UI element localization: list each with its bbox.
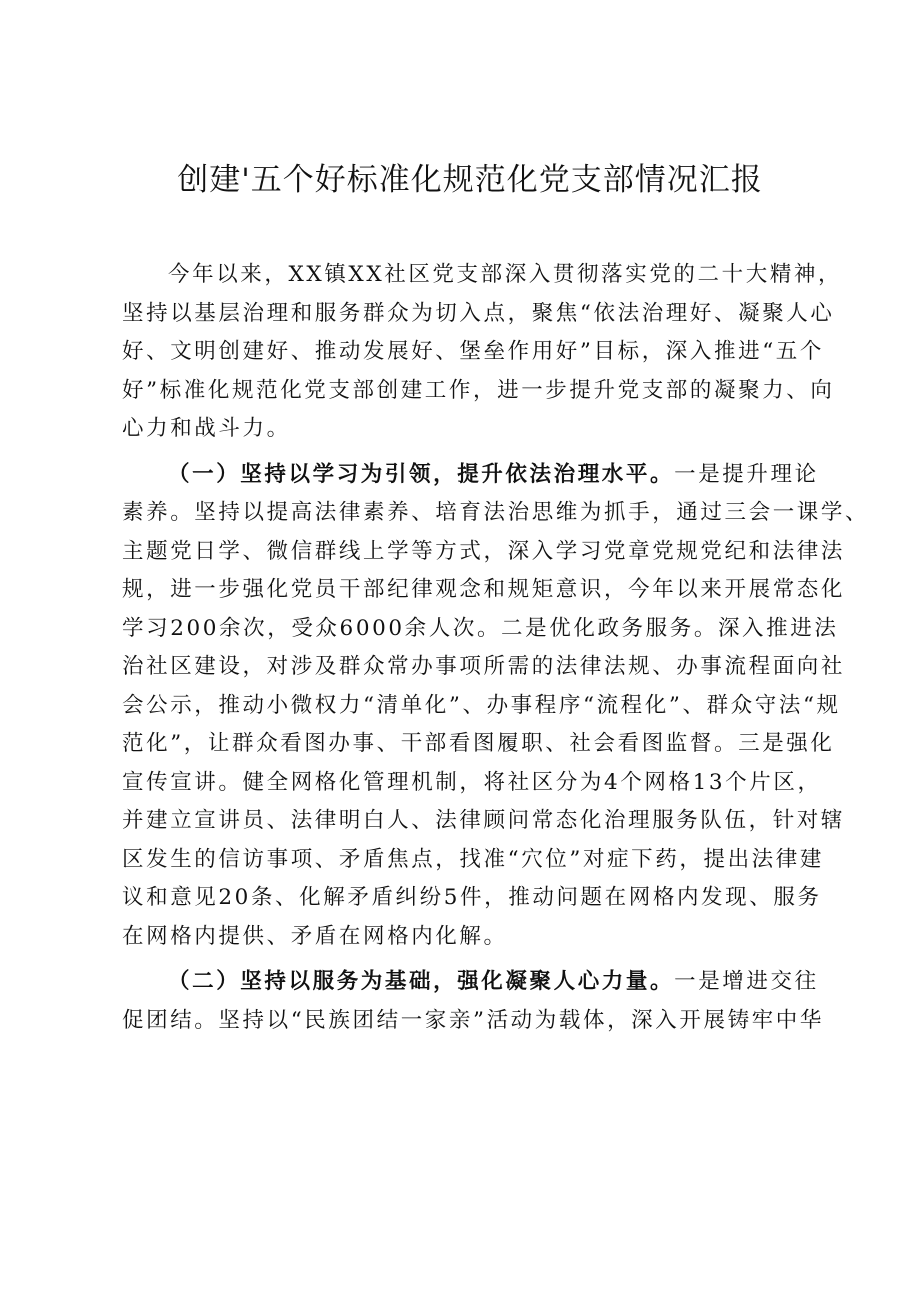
section1-line-2: 素养。坚持以提高法律素养、培育法治思维为抓手，通过三会一课学、 <box>122 500 870 525</box>
section1-line-13: 在网格内提供、矛盾在网格内化解。 <box>122 923 508 949</box>
intro-line-3: 好、文明创建好、推动发展好、堡垒作用好”目标，深入推进“五个 <box>122 339 824 364</box>
section1-line-8: 范化”，让群众看图办事、干部看图履职、社会看图监督。三是强化 <box>122 731 835 756</box>
intro-line-2: 坚持以基层治理和服务群众为切入点，聚焦“依法治理好、凝聚人心 <box>122 300 835 326</box>
section2-first-line-rest: 一是增进交往 <box>674 969 819 994</box>
intro-line-5: 心力和战斗力。 <box>122 416 291 441</box>
document-body <box>122 256 870 1047</box>
section2-heading: （二）坚持以服务为基础，强化凝聚人心力量。 <box>168 969 675 994</box>
section2-paragraph <box>122 963 824 1040</box>
document-title: 创建'五个好标准化规范化党支部情况汇报 <box>177 162 763 198</box>
section1-line-4: 规，进一步强化党员干部纪律观念和规矩意识，今年以来开展常态化 <box>122 577 846 602</box>
intro-line-4: 好”标准化规范化党支部创建工作，进一步提升党支部的凝聚力、向 <box>122 377 835 403</box>
section2-line-2: 促团结。坚持以“民族团结一家亲”活动为载体，深入开展铸牢中华 <box>122 1007 824 1033</box>
intro-paragraph <box>122 256 843 449</box>
section1-line-3: 主题党日学、微信群线上学等方式，深入学习党章党规党纪和法律法 <box>122 538 846 564</box>
section1-line-7: 会公示，推动小微权力“清单化”、办事程序“流程化”、群众守法“规 <box>122 692 841 718</box>
section2-first-line <box>122 963 818 1002</box>
section1-line-5: 学习200余次，受众6000余人次。二是优化政务服务。深入推进法 <box>122 615 839 641</box>
section1-line-11: 区发生的信访事项、矛盾焦点，找准“穴位”对症下药，提出法律建 <box>122 846 824 872</box>
intro-line-1: 今年以来，XX镇XX社区党支部深入贯彻落实党的二十大精神， <box>168 262 843 287</box>
section1-paragraph <box>122 456 870 957</box>
section1-line-9: 宣传宣讲。健全网格化管理机制，将社区分为4个网格13个片区， <box>122 769 822 795</box>
section1-line-10: 并建立宣讲员、法律明白人、法律顾问常态化治理服务队伍，针对辖 <box>122 808 846 833</box>
section1-line-6: 治社区建设，对涉及群众常办事项所需的法律法规、办事流程面向社 <box>122 654 846 679</box>
section1-heading: （一）坚持以学习为引领，提升依法治理水平。 <box>168 461 675 487</box>
section1-line-12: 议和意见20条、化解矛盾纠纷5件，推动问题在网格内发现、服务 <box>122 885 822 910</box>
section1-first-line-rest: 一是提升理论 <box>674 461 819 487</box>
section1-first-line <box>122 456 818 495</box>
